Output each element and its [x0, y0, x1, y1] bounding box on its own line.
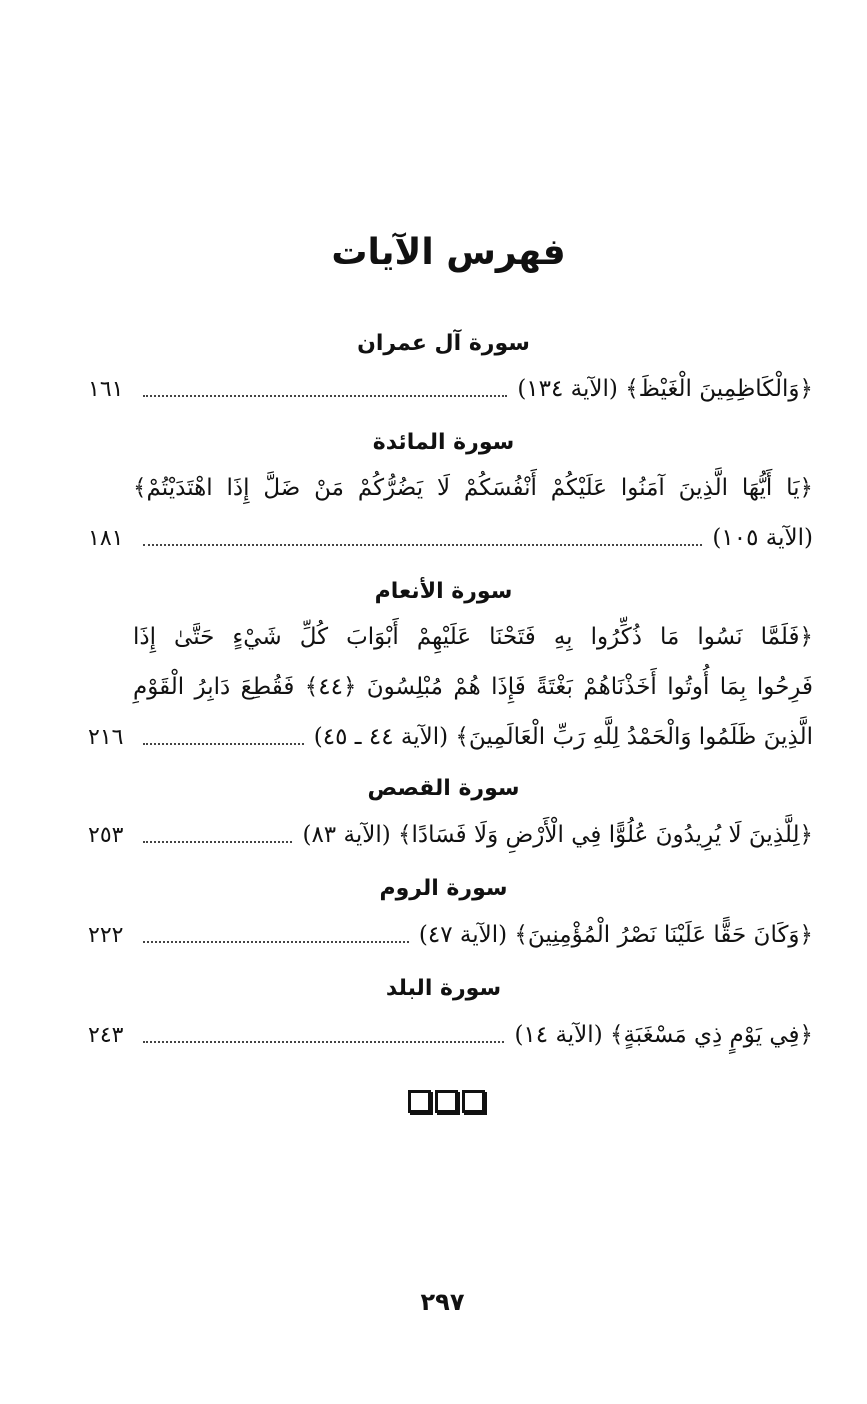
page-reference: ٢٥٣ — [88, 823, 124, 848]
verse-text: ﴿يَا أَيُّهَا الَّذِينَ آمَنُوا عَلَيْكُمْ أَنْفُسَكُمْ لَا يَضُرُّكُمْ مَنْ ضَلَّ إِذَا اهْتَدَيْتُمْ﴾ — [133, 475, 813, 501]
page-reference: ٢٢٢ — [88, 923, 124, 948]
page-reference: ١٦١ — [88, 377, 124, 402]
verse-entry-al-anam — [133, 715, 813, 759]
surah-heading-al-maidah: سورة المائدة — [372, 430, 515, 455]
verse-entry-al-imran — [133, 367, 813, 411]
surah-heading-ar-rum: سورة الروم — [379, 876, 508, 901]
surah-heading-al-anam: سورة الأنعام — [374, 579, 513, 604]
verse-entry-ar-rum — [133, 913, 813, 957]
verse-entry-al-maidah — [133, 516, 813, 560]
verse-text: (الآية ١٠٥) — [712, 525, 813, 551]
dot-leader — [143, 841, 292, 843]
verse-entry-al-qasas — [133, 813, 813, 857]
page-reference: ٢١٦ — [88, 725, 124, 750]
verse-line-al-maidah-1 — [133, 466, 813, 510]
surah-heading-al-balad: سورة البلد — [385, 976, 502, 1001]
surah-heading-al-qasas: سورة القصص — [367, 776, 520, 801]
dot-leader — [143, 395, 507, 397]
page-reference: ١٨١ — [88, 526, 124, 551]
verse-text: ﴿فَلَمَّا نَسُوا مَا ذُكِّرُوا بِهِ فَتَحْنَا عَلَيْهِمْ أَبْوَابَ كُلِّ شَيْءٍ حَتَّىٰ إِذَا — [133, 624, 813, 650]
page-title: فهرس الآيات — [331, 232, 566, 273]
verse-text: ﴿فِي يَوْمٍ ذِي مَسْغَبَةٍ﴾ (الآية ١٤) — [514, 1022, 813, 1048]
page-reference: ٢٤٣ — [88, 1023, 124, 1048]
verse-line-al-anam-1 — [133, 615, 813, 659]
page-number: ٢٩٧ — [420, 1288, 465, 1316]
end-ornament — [0, 1090, 867, 1117]
surah-heading-al-imran: سورة آل عمران — [357, 331, 530, 356]
verse-text: ﴿وَكَانَ حَقًّا عَلَيْنَا نَصْرُ الْمُؤْمِنِينَ﴾ (الآية ٤٧) — [418, 922, 813, 948]
square-ornament-icon — [462, 1090, 485, 1113]
dot-leader — [143, 544, 702, 546]
dot-leader — [143, 743, 304, 745]
verse-text: فَرِحُوا بِمَا أُوتُوا أَخَذْنَاهُمْ بَغْتَةً فَإِذَا هُمْ مُبْلِسُونَ ﴿٤٤﴾ فَقُطِعَ دَابِرُ الْقَوْمِ — [133, 674, 813, 700]
dot-leader — [143, 941, 409, 943]
verse-text: ﴿وَالْكَاظِمِينَ الْغَيْظَ﴾ (الآية ١٣٤) — [517, 376, 813, 402]
square-ornament-icon — [435, 1090, 458, 1113]
verse-entry-al-balad — [133, 1013, 813, 1057]
square-ornament-icon — [408, 1090, 431, 1113]
verse-text: ﴿لِلَّذِينَ لَا يُرِيدُونَ عُلُوًّا فِي الْأَرْضِ وَلَا فَسَادًا﴾ (الآية ٨٣) — [302, 822, 813, 848]
verse-text: الَّذِينَ ظَلَمُوا وَالْحَمْدُ لِلَّهِ رَبِّ الْعَالَمِينَ﴾ (الآية ٤٤ ـ ٤٥) — [313, 724, 813, 750]
verse-line-al-anam-2 — [133, 665, 813, 709]
dot-leader — [143, 1041, 504, 1043]
